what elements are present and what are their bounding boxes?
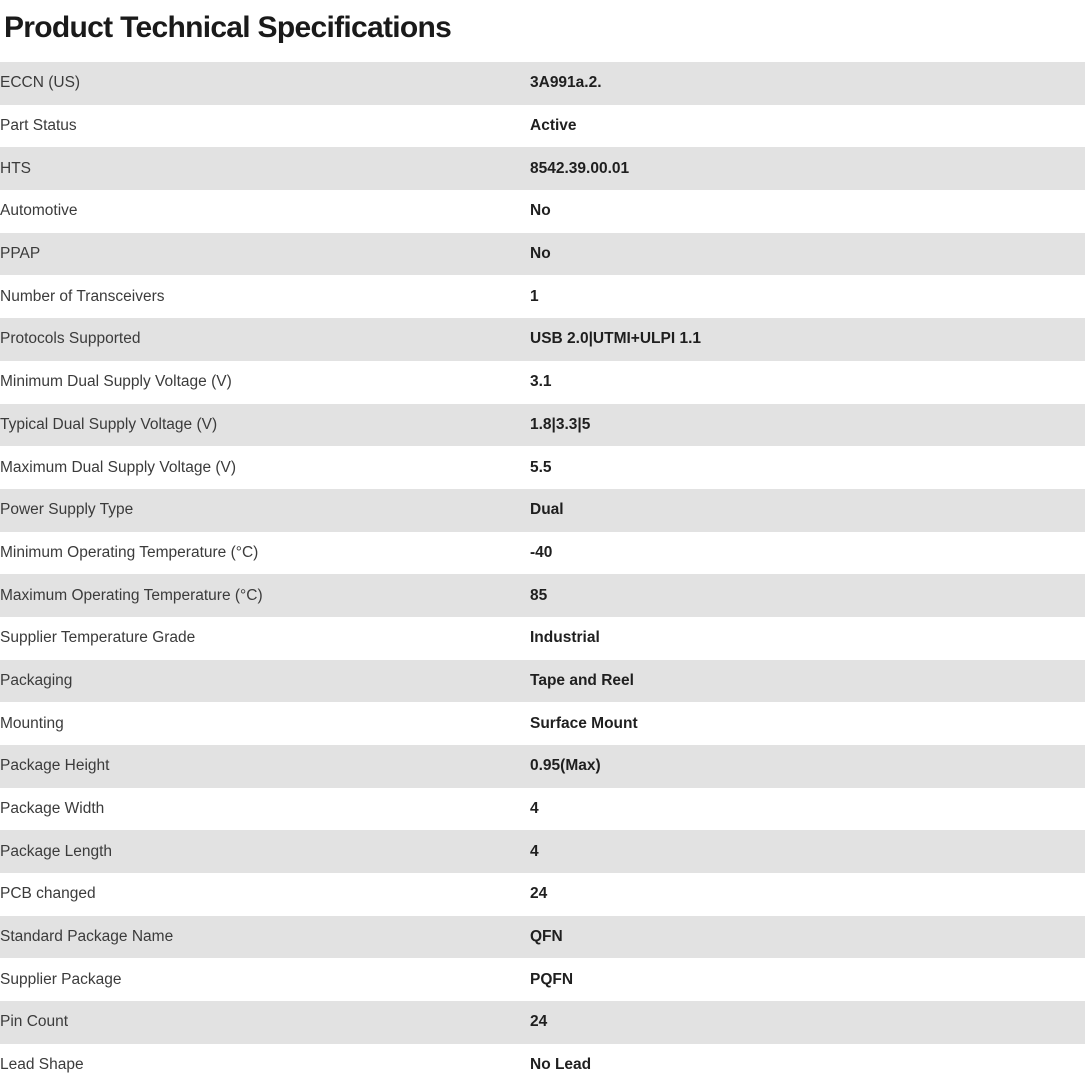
spec-value: 1 [530, 275, 1085, 318]
spec-label: Supplier Temperature Grade [0, 617, 530, 660]
specifications-table [0, 62, 1085, 1087]
table-row [0, 446, 1085, 489]
spec-label: Package Length [0, 830, 530, 873]
table-row [0, 404, 1085, 447]
spec-label: Standard Package Name [0, 916, 530, 959]
table-row [0, 660, 1085, 703]
table-row [0, 147, 1085, 190]
spec-label: Part Status [0, 105, 530, 148]
table-row [0, 532, 1085, 575]
table-row [0, 489, 1085, 532]
spec-value: QFN [530, 916, 1085, 959]
spec-value: -40 [530, 532, 1085, 575]
spec-value: 4 [530, 830, 1085, 873]
table-row [0, 361, 1085, 404]
spec-value: PQFN [530, 958, 1085, 1001]
spec-value: Industrial [530, 617, 1085, 660]
spec-label: Power Supply Type [0, 489, 530, 532]
spec-value: No [530, 233, 1085, 276]
table-row [0, 702, 1085, 745]
spec-label: PCB changed [0, 873, 530, 916]
table-row [0, 105, 1085, 148]
spec-label: Supplier Package [0, 958, 530, 1001]
spec-label: Protocols Supported [0, 318, 530, 361]
spec-label: Lead Shape [0, 1044, 530, 1087]
table-row [0, 916, 1085, 959]
spec-label: ECCN (US) [0, 62, 530, 105]
table-row [0, 1001, 1085, 1044]
spec-value: No Lead [530, 1044, 1085, 1087]
table-row [0, 745, 1085, 788]
spec-value: 1.8|3.3|5 [530, 404, 1085, 447]
table-row [0, 233, 1085, 276]
table-row [0, 318, 1085, 361]
spec-value: 8542.39.00.01 [530, 147, 1085, 190]
table-row [0, 190, 1085, 233]
table-row [0, 1044, 1085, 1087]
spec-value: USB 2.0|UTMI+ULPI 1.1 [530, 318, 1085, 361]
spec-label: Minimum Operating Temperature (°C) [0, 532, 530, 575]
spec-value: 24 [530, 1001, 1085, 1044]
spec-label: Maximum Dual Supply Voltage (V) [0, 446, 530, 489]
spec-label: Maximum Operating Temperature (°C) [0, 574, 530, 617]
spec-value: Tape and Reel [530, 660, 1085, 703]
spec-label: PPAP [0, 233, 530, 276]
spec-value: 24 [530, 873, 1085, 916]
spec-label: Packaging [0, 660, 530, 703]
spec-label: Package Height [0, 745, 530, 788]
spec-label: HTS [0, 147, 530, 190]
spec-value: 3A991a.2. [530, 62, 1085, 105]
page-title: Product Technical Specifications [4, 11, 452, 44]
table-row [0, 830, 1085, 873]
spec-label: Pin Count [0, 1001, 530, 1044]
table-row [0, 574, 1085, 617]
spec-label: Automotive [0, 190, 530, 233]
table-row [0, 617, 1085, 660]
spec-value: Dual [530, 489, 1085, 532]
spec-value: Active [530, 105, 1085, 148]
table-row [0, 275, 1085, 318]
spec-value: 4 [530, 788, 1085, 831]
spec-label: Mounting [0, 702, 530, 745]
specifications-table-body [0, 62, 1085, 1087]
spec-value: 5.5 [530, 446, 1085, 489]
table-row [0, 62, 1085, 105]
spec-label: Typical Dual Supply Voltage (V) [0, 404, 530, 447]
spec-value: 0.95(Max) [530, 745, 1085, 788]
spec-label: Number of Transceivers [0, 275, 530, 318]
spec-value: 85 [530, 574, 1085, 617]
table-row [0, 958, 1085, 1001]
table-row [0, 788, 1085, 831]
spec-label: Package Width [0, 788, 530, 831]
spec-value: No [530, 190, 1085, 233]
spec-value: Surface Mount [530, 702, 1085, 745]
table-row [0, 873, 1085, 916]
spec-value: 3.1 [530, 361, 1085, 404]
spec-label: Minimum Dual Supply Voltage (V) [0, 361, 530, 404]
